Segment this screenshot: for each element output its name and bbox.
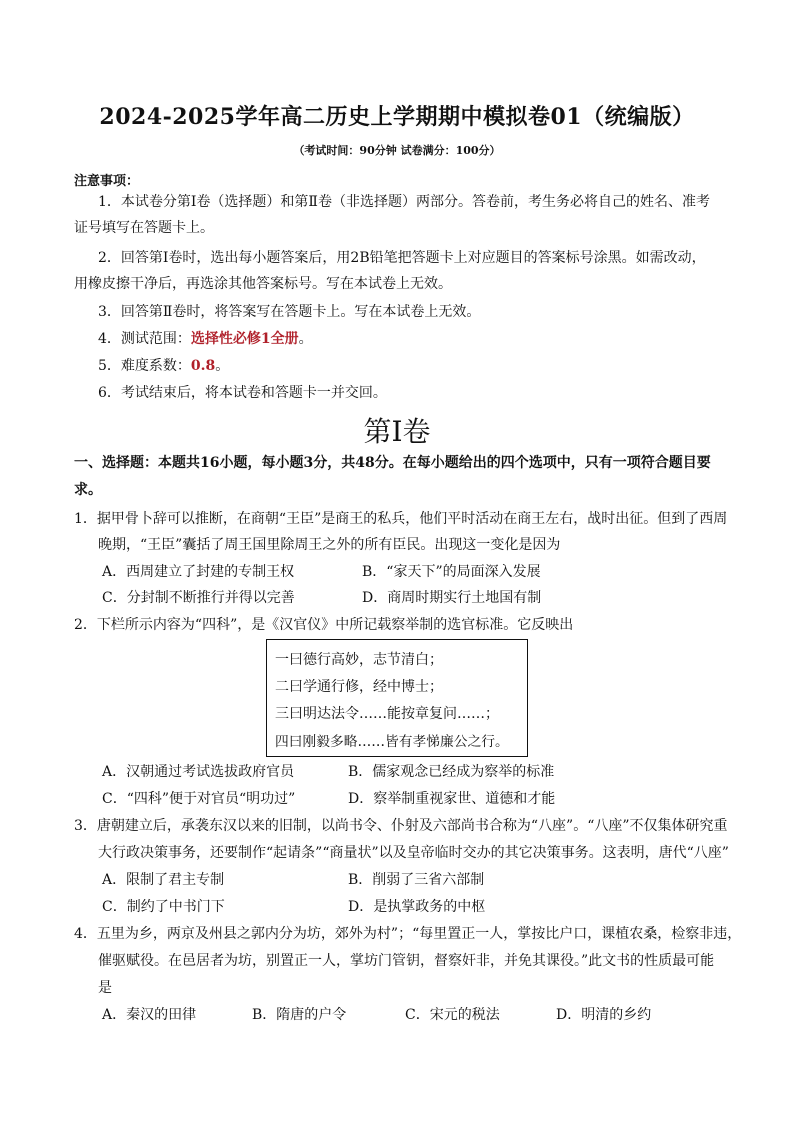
- four-subjects-box: [266, 639, 528, 757]
- box-line-3: 三曰明达法令……能按章复问……；: [275, 706, 499, 722]
- q3-option-a: A．限制了君主专制: [102, 872, 225, 888]
- q4-option-b: B．隋唐的户令: [252, 1007, 347, 1023]
- notice-item-2: 2．回答第Ⅰ卷时，选出每小题答案后，用2B铅笔把答题卡上对应题目的答案标号涂黑。如需改动，: [98, 250, 706, 266]
- question-4-cont: 催驱赋役。在邑居者为坊，别置正一人，掌坊门管钥，督察奸非，并免其课役。”此文书的性质最可能: [98, 953, 715, 969]
- section-instructions: 一、选择题：本题共16小题，每小题3分，共48分。在每小题给出的四个选项中，只有一项符合题目要: [74, 455, 711, 471]
- q1-option-a: A．西周建立了封建的专制王权: [102, 564, 295, 580]
- notice-item-4-end: 。: [298, 331, 313, 347]
- q4-option-a: A．秦汉的田律: [102, 1007, 197, 1023]
- q1-option-c: C．分封制不断推行并得以完善: [102, 590, 295, 606]
- notice-item-3: 3．回答第Ⅱ卷时，将答案写在答题卡上。写在本试卷上无效。: [98, 304, 481, 320]
- q3-option-b: B．削弱了三省六部制: [348, 872, 485, 888]
- section-instructions-cont: 求。: [74, 482, 102, 498]
- notice-item-1: 1．本试卷分第Ⅰ卷（选择题）和第Ⅱ卷（非选择题）两部分。答卷前，考生务必将自己的姓名、准考: [98, 194, 710, 210]
- question-3: 3．唐朝建立后，承袭东汉以来的旧制，以尚书令、仆射及六部尚书合称为“八座”。“八座”不仅集体研究重: [74, 818, 728, 834]
- notice-item-5-label: 5．难度系数：: [98, 358, 191, 374]
- q1-option-b: B．“家天下”的局面深入发展: [362, 564, 541, 580]
- question-4-cont-2: 是: [98, 980, 112, 996]
- notice-item-5: [98, 356, 229, 376]
- box-line-2: 二曰学通行修，经中博士；: [275, 679, 443, 695]
- notice-item-4: [98, 329, 313, 349]
- q4-option-c: C．宋元的税法: [405, 1007, 500, 1023]
- page-title: 2024-2025学年高二历史上学期期中模拟卷01（统编版）: [99, 104, 695, 130]
- notice-item-5-end: 。: [215, 358, 230, 374]
- q3-option-c: C．制约了中书门下: [102, 899, 225, 915]
- q2-option-d: D．察举制重视家世、道德和才能: [348, 791, 556, 807]
- q1-option-d: D．商周时期实行土地国有制: [362, 590, 542, 606]
- q2-option-c: C．“四科”便于对官员“明功过”: [102, 791, 296, 807]
- volume-heading: 第Ⅰ卷: [363, 415, 431, 448]
- box-line-4: 四曰刚毅多略……皆有孝悌廉公之行。: [275, 734, 509, 750]
- question-1-cont: 晚期，“王臣”囊括了周王国里除周王之外的所有臣民。出现这一变化是因为: [98, 537, 561, 553]
- notice-item-6: 6．考试结束后，将本试卷和答题卡一并交回。: [98, 385, 387, 401]
- notice-heading: 注意事项：: [74, 174, 140, 189]
- notice-item-2-cont: 用橡皮擦干净后，再选涂其他答案标号。写在本试卷上无效。: [74, 276, 452, 292]
- q2-option-b: B．儒家观念已经成为察举的标准: [348, 764, 555, 780]
- q3-option-d: D．是执掌政务的中枢: [348, 899, 486, 915]
- exam-info: （考试时间：90分钟 试卷满分：100分）: [293, 144, 501, 157]
- question-4: 4．五里为乡，两京及州县之郭内分为坊，郊外为村”；“每里置正一人，掌按比户口，课植农桑，检察非违，: [74, 926, 742, 942]
- question-1: 1．据甲骨卜辞可以推断，在商朝“王臣”是商王的私兵，他们平时活动在商王左右，战时出征。但到了西周: [74, 511, 728, 527]
- question-2: 2．下栏所示内容为“四科”，是《汉官仪》中所记载察举制的选官标准。它反映出: [74, 617, 574, 633]
- difficulty-value: 0.8: [190, 358, 216, 374]
- notice-item-1-cont: 证号填写在答题卡上。: [74, 220, 214, 236]
- q2-option-a: A．汉朝通过考试选拔政府官员: [102, 764, 295, 780]
- notice-item-4-label: 4．测试范围：: [98, 331, 191, 347]
- q4-option-d: D．明清的乡约: [556, 1007, 652, 1023]
- test-scope: 选择性必修1全册: [190, 331, 299, 347]
- question-3-cont: 大行政决策事务，还要制作“起请条”“商量状”以及皇帝临时交办的其它决策事务。这表明，唐代“八座”: [98, 845, 729, 861]
- box-line-1: 一曰德行高妙，志节清白；: [275, 652, 443, 668]
